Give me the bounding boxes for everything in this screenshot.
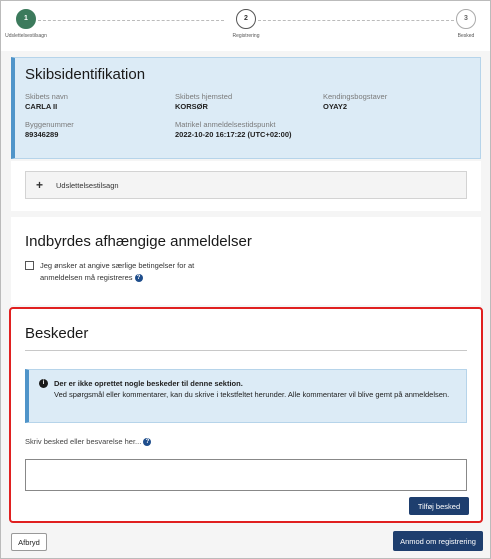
info-text-block (54, 378, 449, 414)
step-udslettelsestilsagn[interactable] (0, 9, 56, 39)
accordion-udslettelsestilsagn[interactable] (25, 171, 467, 199)
request-registration-button[interactable]: Anmod om registrering (393, 531, 483, 551)
add-message-button[interactable]: Tilføj besked (409, 497, 469, 515)
stepper-connector (38, 20, 224, 21)
ship-fields (25, 92, 470, 139)
ship-field-name (25, 92, 175, 111)
step-number: 3 (456, 9, 476, 29)
message-input-label (25, 437, 151, 446)
message-textarea[interactable] (25, 459, 467, 491)
ship-identification-card (11, 57, 481, 159)
field-label: Byggenummer (25, 120, 74, 129)
special-conditions-text: Jeg ønsker at angive særlige betingelser for at anmeldelsen må registreres (40, 261, 195, 282)
dependent-notifications-section (11, 217, 481, 305)
messages-title: Beskeder (25, 325, 467, 351)
special-conditions-row (25, 260, 467, 284)
messages-section (9, 307, 483, 523)
help-icon[interactable]: ? (135, 274, 143, 282)
ship-field-registration-time (175, 120, 323, 139)
field-value: 2022-10-20 16:17:22 (UTC+02:00) (175, 130, 292, 139)
info-icon: i (39, 379, 48, 388)
step-label: Udslettelsestilsagn (5, 33, 47, 39)
field-value: CARLA II (25, 102, 58, 111)
step-label: Registrering (232, 33, 260, 39)
progress-stepper (1, 1, 490, 51)
step-registrering[interactable] (216, 9, 276, 39)
step-label: Besked (457, 33, 475, 39)
step-number: 2 (236, 9, 256, 29)
info-heading: Der er ikke oprettet nogle beskeder til denne sektion. (54, 379, 243, 388)
field-label: Skibets navn (25, 92, 68, 101)
step-besked[interactable] (436, 9, 491, 39)
info-alert (25, 369, 467, 423)
field-value: KORSØR (175, 102, 208, 111)
plus-icon: + (36, 178, 44, 192)
field-value: OYAY2 (323, 102, 348, 111)
message-input-label-text: Skriv besked eller besvarelse her... (25, 437, 142, 446)
special-conditions-label (40, 260, 230, 284)
special-conditions-checkbox[interactable] (25, 261, 34, 270)
ship-field-home-port (175, 92, 323, 111)
accordion-section (11, 161, 481, 211)
ship-field-call-sign (323, 92, 463, 111)
help-icon[interactable]: ? (143, 438, 151, 446)
field-label: Skibets hjemsted (175, 92, 233, 101)
field-label: Kendingsbogstaver (323, 92, 388, 101)
ship-field-build-number (25, 120, 175, 139)
step-number: 1 (16, 9, 36, 29)
accordion-label: Udslettelsestilsagn (56, 180, 119, 190)
ship-identification-title: Skibsidentifikation (25, 66, 146, 83)
stepper-connector (258, 20, 454, 21)
cancel-button[interactable]: Afbryd (11, 533, 47, 551)
field-label: Matrikel anmeldelsestidspunkt (175, 120, 276, 129)
dependent-notifications-title: Indbyrdes afhængige anmeldelser (25, 233, 252, 250)
info-body: Ved spørgsmål eller kommentarer, kan du skrive i tekstfeltet herunder. Alle kommentarer vil blive gemt på anmeldelsen. (54, 390, 450, 399)
field-value: 89346289 (25, 130, 59, 139)
